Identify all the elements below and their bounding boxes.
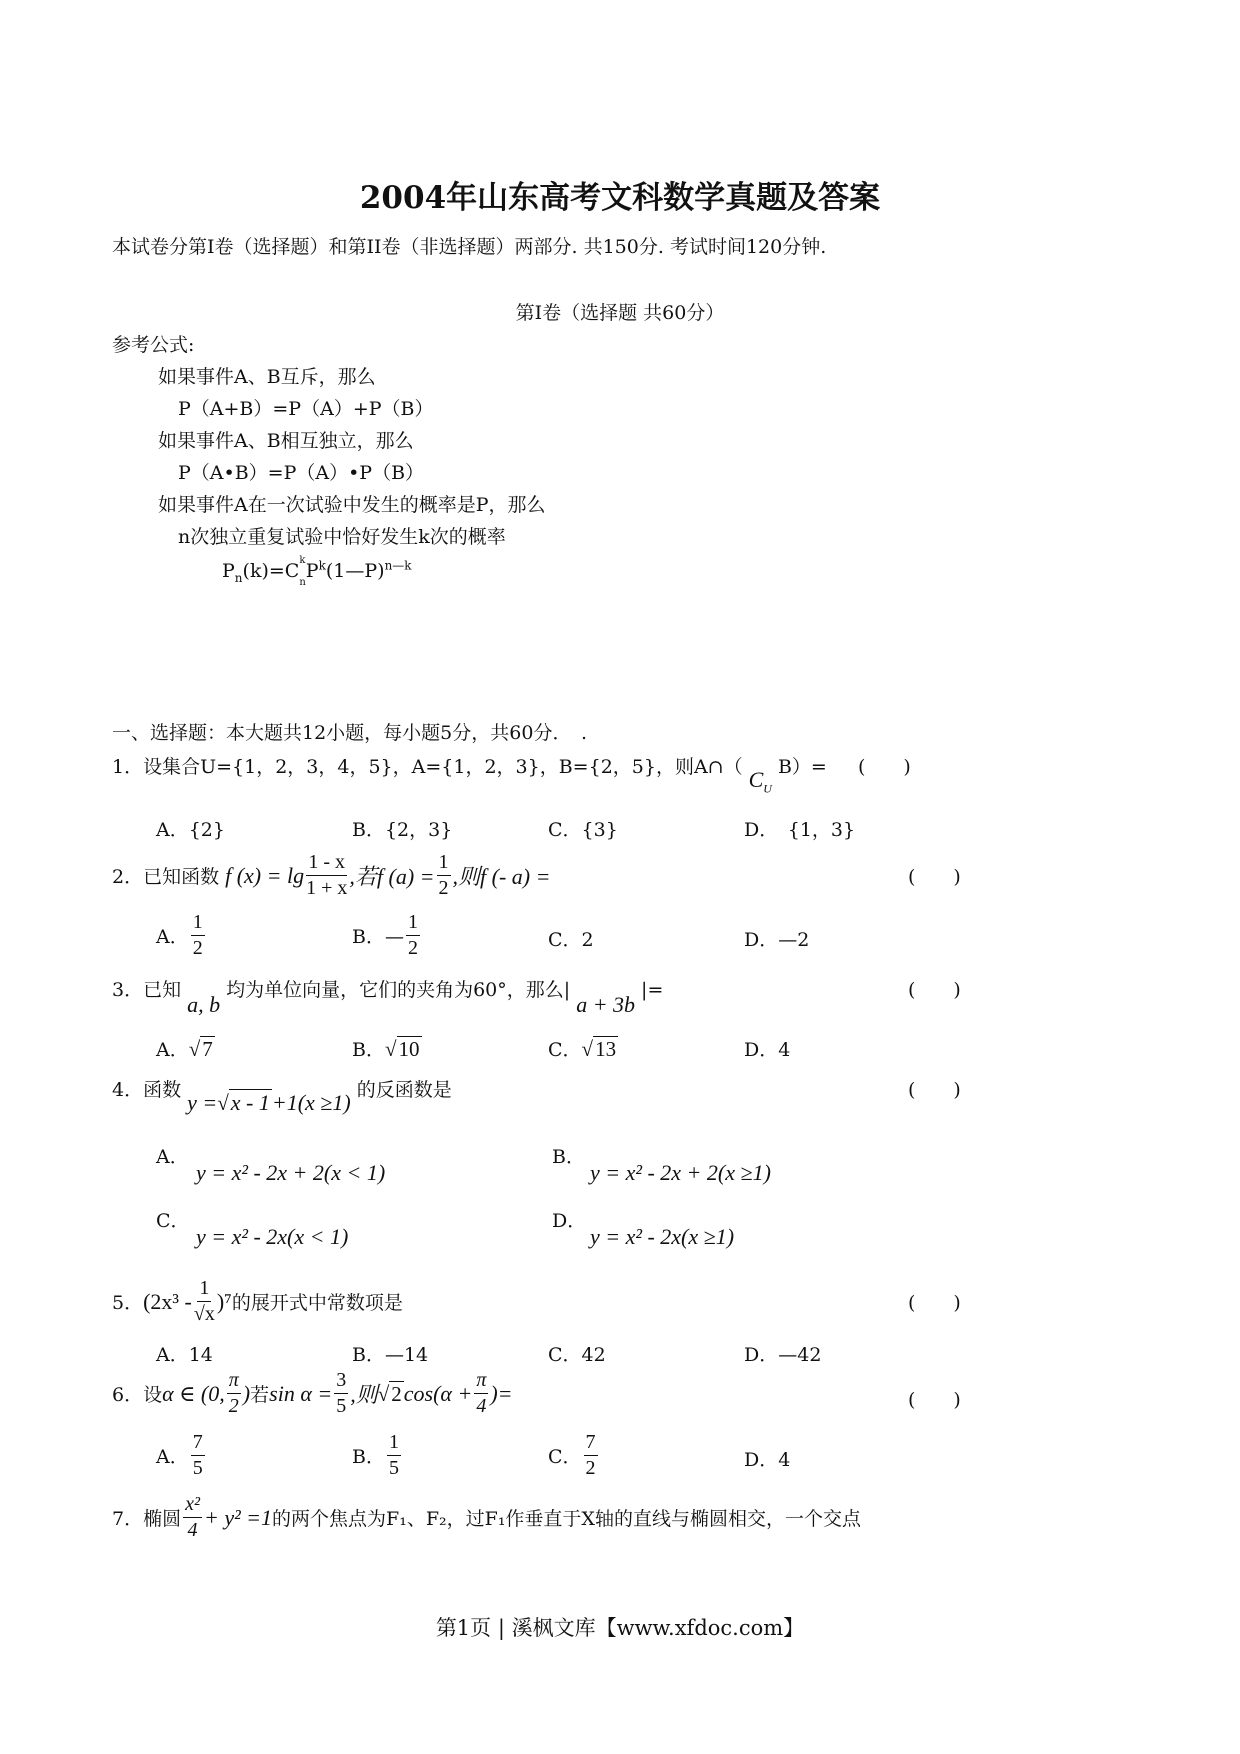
formula-part: k [318,558,326,573]
option-c: C．2 [548,929,594,951]
formula-part: P [222,560,235,582]
formula-part: ,则 [350,1382,378,1407]
option-a: A．{2} [156,819,225,841]
numerator: π [474,1370,488,1394]
formula-part: C [748,767,764,792]
numerator: 1 [387,1432,401,1456]
question-text [112,852,550,899]
formula-part: (2x³ - [143,1288,192,1314]
answer-paren: ( ) [908,866,961,888]
option-b [352,1432,403,1479]
option-b [552,1142,585,1169]
answer-paren: ( ) [908,1079,961,1101]
option-b [352,1035,422,1062]
numerator: π [227,1370,241,1394]
option-c [548,1432,600,1479]
sqrt: √ 2 [377,1381,402,1406]
fraction [584,1432,598,1479]
option-d: D．4 [744,1449,791,1471]
denominator: 5 [336,1395,347,1417]
denominator: 5 [388,1457,399,1479]
formula-part: y = [187,1090,218,1115]
formula-part: n—k [384,558,412,573]
formula-part: a + 3b [576,992,636,1017]
option-label: D． [552,1210,587,1232]
option-label: A． [156,926,189,948]
question-text-part: 均为单位向量，它们的夹角为60°，那么| [226,979,571,1001]
option-a [156,1142,189,1169]
option-c [548,1035,618,1062]
question-text-part: 7．椭圆 [112,1508,182,1530]
formula-line: P（A•B）=P（A）•P（B） [178,462,425,484]
question-text-part: 1．设集合U={1，2，3，4，5}，A={1，2，3}，B={2，5}，则A∩（ [112,756,743,778]
question-text [112,1370,513,1417]
formula-part: P [305,560,319,582]
sqrt: √ x - 1 [217,1090,270,1115]
option-label: C． [548,1446,582,1468]
radicand: x - 1 [230,1090,270,1115]
option-c [156,1206,190,1233]
formula [187,1090,351,1115]
question-text-part: 的反函数是 [356,1079,452,1101]
denominator: √x [193,1303,215,1325]
question-text [112,1075,452,1115]
denominator: 2 [228,1395,239,1417]
denominator: 1 + x [306,877,348,899]
option-label: B． [352,1039,385,1061]
formula-part: ,若f (a) = [349,864,435,889]
numerator: 3 [334,1370,348,1394]
numerator: 1 - x [306,852,347,876]
sqrt: √ 13 [581,1037,617,1061]
fraction [474,1370,488,1417]
formula-line: P（A+B）=P（A）+P（B） [178,398,434,420]
numerator: 1 [191,912,205,936]
answer-paren: ( ) [908,979,961,1001]
formula-part: cos(α + [403,1380,473,1406]
option-d: D．—2 [744,929,810,951]
formula-part: U [763,781,772,796]
question-text-part: 的两个焦点为F₁、F₂，过F₁作垂直于X轴的直线与椭圆相交，一个交点 [272,1508,861,1530]
option-d: D．—42 [744,1344,822,1366]
fraction [387,1432,401,1479]
formula-part: f (x) = lg [225,862,305,888]
option-d-formula: y = x² - 2x(x ≥1) [590,1224,735,1249]
formula-part: +1(x ≥1) [271,1090,351,1115]
answer-paren: ( ) [858,756,911,778]
formula-part: (1—P) [325,560,385,582]
denominator: 5 [192,1457,203,1479]
option-d: D． {1，3} [744,819,856,841]
question-text-part: B）= [777,756,827,778]
fraction [334,1370,348,1417]
answer-paren: ( ) [908,1389,961,1411]
numerator: x² [183,1494,202,1518]
question-text-part: |= [641,979,664,1001]
option-label: A． [156,1146,189,1168]
formula-line: n次独立重复试验中恰好发生k次的概率 [178,526,506,548]
intro-text: 本试卷分第I卷（选择题）和第II卷（非选择题）两部分. 共150分. 考试时间120分钟. [112,236,827,258]
formula-part: )= [490,1380,513,1406]
formula-part: (k)=C [242,560,300,582]
denominator: 4 [476,1395,487,1417]
denominator: 4 [187,1519,198,1541]
answer-paren: ( ) [908,1292,961,1314]
formula-line: 如果事件A在一次试验中发生的概率是P，那么 [158,494,546,516]
option-d [552,1206,586,1233]
sqrt: √ 7 [188,1037,213,1061]
formula-part: k [299,555,306,566]
question-text-part: 的展开式中常数项是 [231,1292,403,1314]
formula-part: n [234,570,243,585]
question-text-part: 3．已知 [112,979,182,1001]
question-text [112,1494,861,1541]
part-title: 第I卷（选择题 共60分） [515,302,725,324]
question-text [112,752,827,796]
fraction [227,1370,241,1417]
option-a [156,912,207,959]
fraction [306,852,347,899]
option-c-formula: y = x² - 2x(x < 1) [196,1224,349,1249]
option-b [352,912,422,959]
denominator: 2 [407,937,418,959]
formula-heading: 参考公式: [112,334,195,356]
numerator: 7 [191,1432,205,1456]
option-a: A．14 [156,1344,213,1366]
option-a [156,1035,215,1062]
question-text-part: 5． [112,1292,144,1314]
option-label: A． [156,1446,189,1468]
question-text-part: 若 [250,1384,270,1406]
sqrt: √ 10 [384,1037,420,1061]
option-b: B．—14 [352,1344,429,1366]
numerator: 1 [197,1278,211,1302]
numerator: 7 [584,1432,598,1456]
option-label: B． [352,1446,385,1468]
question-text [112,975,664,1017]
radicand: 2 [391,1381,402,1406]
option-c: C．{3} [548,819,618,841]
denominator: 2 [585,1457,596,1479]
option-label: B． [552,1146,585,1168]
option-label: C． [548,1039,582,1061]
fraction [191,912,205,959]
formula-part: )⁷ [216,1288,232,1314]
denominator: 2 [192,937,203,959]
fraction [191,1432,205,1479]
radicand: 10 [398,1037,420,1061]
complement-symbol [748,767,772,796]
option-b: B．{2，3} [352,819,453,841]
formula-part: ) [242,1380,251,1406]
option-c: C．42 [548,1344,606,1366]
denominator: 2 [438,877,449,899]
fraction [194,1278,215,1325]
radicand: 7 [202,1037,213,1061]
page-footer: 第1页 | 溪枫文库【www.xfdoc.com】 [435,1616,805,1640]
numerator: 1 [437,852,451,876]
fraction [437,852,451,899]
fraction [406,912,420,959]
question-text-part: 2．已知函数 [112,866,220,888]
option-d: D．4 [744,1039,791,1061]
option-label: B．— [352,926,404,948]
formula-line: 如果事件A、B相互独立，那么 [158,430,414,452]
formula-part: n [299,577,306,588]
binomial-formula [222,556,412,588]
formula-part: ,则f (- a) = [452,864,551,889]
formula-line: 如果事件A、B互斥，那么 [158,366,376,388]
option-b-formula: y = x² - 2x + 2(x ≥1) [590,1160,771,1185]
question-text-part: 6．设 [112,1384,163,1406]
fraction [183,1494,202,1541]
option-a [156,1432,207,1479]
page-title: 2004年山东高考文科数学真题及答案 [359,180,881,216]
formula-part: a, b [187,992,221,1017]
question-text-part: 4．函数 [112,1079,182,1101]
numerator: 1 [406,912,420,936]
section-heading: 一、选择题：本大题共12小题，每小题5分，共60分． . [112,722,587,744]
option-a-formula: y = x² - 2x + 2(x < 1) [196,1160,386,1185]
option-label: C． [156,1210,190,1232]
option-label: A． [156,1039,189,1061]
formula-part: sin α = [269,1380,333,1406]
formula-part: + y² =1 [203,1504,273,1530]
radicand: 13 [595,1037,617,1061]
question-text [112,1278,403,1325]
formula-part: α ∈ (0, [162,1380,225,1406]
